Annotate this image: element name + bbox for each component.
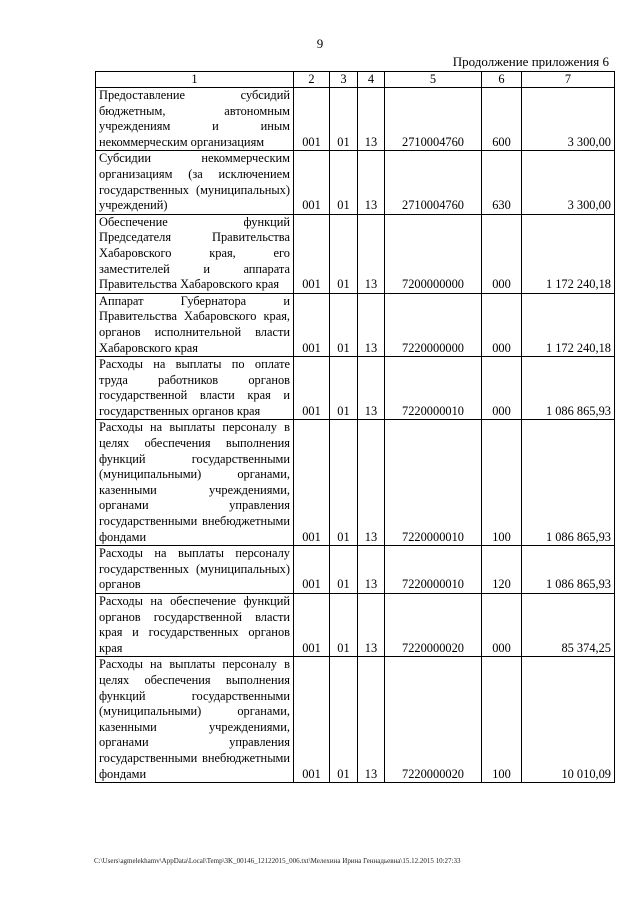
row-expense-type: 120 (482, 546, 522, 594)
table-row (96, 594, 615, 657)
header-col-2: 2 (294, 72, 330, 88)
row-ministry: 001 (294, 214, 330, 293)
row-ministry: 001 (294, 357, 330, 420)
row-name: Предоставление субсидий бюджетным, автономным учреждениям и иным некоммерческим организациям (96, 88, 294, 151)
page-number: 9 (316, 36, 324, 51)
row-target: 7220000010 (385, 420, 482, 546)
row-section: 01 (330, 594, 358, 657)
budget-table (95, 71, 615, 783)
row-section: 01 (330, 357, 358, 420)
row-target: 7220000020 (385, 594, 482, 657)
table-row (96, 88, 615, 151)
row-amount: 10 010,09 (522, 657, 615, 783)
row-target: 2710004760 (385, 88, 482, 151)
row-expense-type: 630 (482, 151, 522, 214)
row-name: Расходы на выплаты персоналу в целях обеспечения выполнения функций государственными (муниципальными) органами, казенными учреждениями, органами управления государственными внебюджетными фондами (96, 657, 294, 783)
row-name: Расходы на выплаты по оплате труда работников органов государственной власти края и государственных органов края (96, 357, 294, 420)
row-amount: 1 086 865,93 (522, 357, 615, 420)
row-subsection: 13 (358, 151, 385, 214)
row-expense-type: 100 (482, 420, 522, 546)
header-row (96, 72, 615, 88)
row-name: Расходы на выплаты персоналу в целях обеспечения выполнения функций государственными (муниципальными) органами, казенными учреждениями, органами управления государственными внебюджетными фондами (96, 420, 294, 546)
row-ministry: 001 (294, 594, 330, 657)
row-ministry: 001 (294, 420, 330, 546)
header-col-7: 7 (522, 72, 615, 88)
header-col-4: 4 (358, 72, 385, 88)
row-target: 7220000020 (385, 657, 482, 783)
row-subsection: 13 (358, 88, 385, 151)
row-expense-type: 000 (482, 357, 522, 420)
row-amount: 1 172 240,18 (522, 293, 615, 356)
row-target: 7220000010 (385, 546, 482, 594)
table-row (96, 420, 615, 546)
table-row (96, 657, 615, 783)
table-row (96, 546, 615, 594)
file-path-footer: C:\Users\agmelekhamv\AppData\Local\Temp\3K_00146_12122015_006.txt\Мелехина Ирина Геннадьевна\15.12.2015 10:27:33 (94, 857, 461, 865)
table-header (96, 72, 615, 88)
row-expense-type: 000 (482, 293, 522, 356)
row-name: Расходы на выплаты персоналу государственных (муниципальных) органов (96, 546, 294, 594)
row-subsection: 13 (358, 357, 385, 420)
row-ministry: 001 (294, 151, 330, 214)
row-amount: 3 300,00 (522, 151, 615, 214)
row-amount: 1 172 240,18 (522, 214, 615, 293)
row-amount: 3 300,00 (522, 88, 615, 151)
row-target: 7220000000 (385, 293, 482, 356)
row-section: 01 (330, 657, 358, 783)
continuation-label: Продолжение приложения 6 (452, 54, 609, 69)
row-expense-type: 000 (482, 214, 522, 293)
row-expense-type: 000 (482, 594, 522, 657)
row-ministry: 001 (294, 88, 330, 151)
row-target: 7220000010 (385, 357, 482, 420)
row-subsection: 13 (358, 293, 385, 356)
row-section: 01 (330, 88, 358, 151)
header-col-3: 3 (330, 72, 358, 88)
table-body (96, 88, 615, 783)
row-subsection: 13 (358, 214, 385, 293)
row-section: 01 (330, 420, 358, 546)
row-section: 01 (330, 214, 358, 293)
table-row (96, 293, 615, 356)
row-name: Обеспечение функций Председателя Правительства Хабаровского края, его заместителей и аппарата Правительства Хабаровского края (96, 214, 294, 293)
row-section: 01 (330, 293, 358, 356)
row-ministry: 001 (294, 546, 330, 594)
table-row (96, 357, 615, 420)
row-amount: 1 086 865,93 (522, 420, 615, 546)
row-target: 7200000000 (385, 214, 482, 293)
row-amount: 85 374,25 (522, 594, 615, 657)
row-subsection: 13 (358, 657, 385, 783)
table-row (96, 214, 615, 293)
row-section: 01 (330, 546, 358, 594)
row-subsection: 13 (358, 546, 385, 594)
row-ministry: 001 (294, 657, 330, 783)
header-col-5: 5 (385, 72, 482, 88)
row-target: 2710004760 (385, 151, 482, 214)
row-expense-type: 100 (482, 657, 522, 783)
header-col-6: 6 (482, 72, 522, 88)
row-expense-type: 600 (482, 88, 522, 151)
row-subsection: 13 (358, 594, 385, 657)
row-section: 01 (330, 151, 358, 214)
table-row (96, 151, 615, 214)
row-ministry: 001 (294, 293, 330, 356)
row-name: Аппарат Губернатора и Правительства Хабаровского края, органов исполнительной власти Хабаровского края (96, 293, 294, 356)
row-name: Субсидии некоммерческим организациям (за исключением государственных (муниципальных) учреждений) (96, 151, 294, 214)
row-amount: 1 086 865,93 (522, 546, 615, 594)
header-col-1: 1 (96, 72, 294, 88)
row-subsection: 13 (358, 420, 385, 546)
row-name: Расходы на обеспечение функций органов государственной власти края и государственных органов края (96, 594, 294, 657)
